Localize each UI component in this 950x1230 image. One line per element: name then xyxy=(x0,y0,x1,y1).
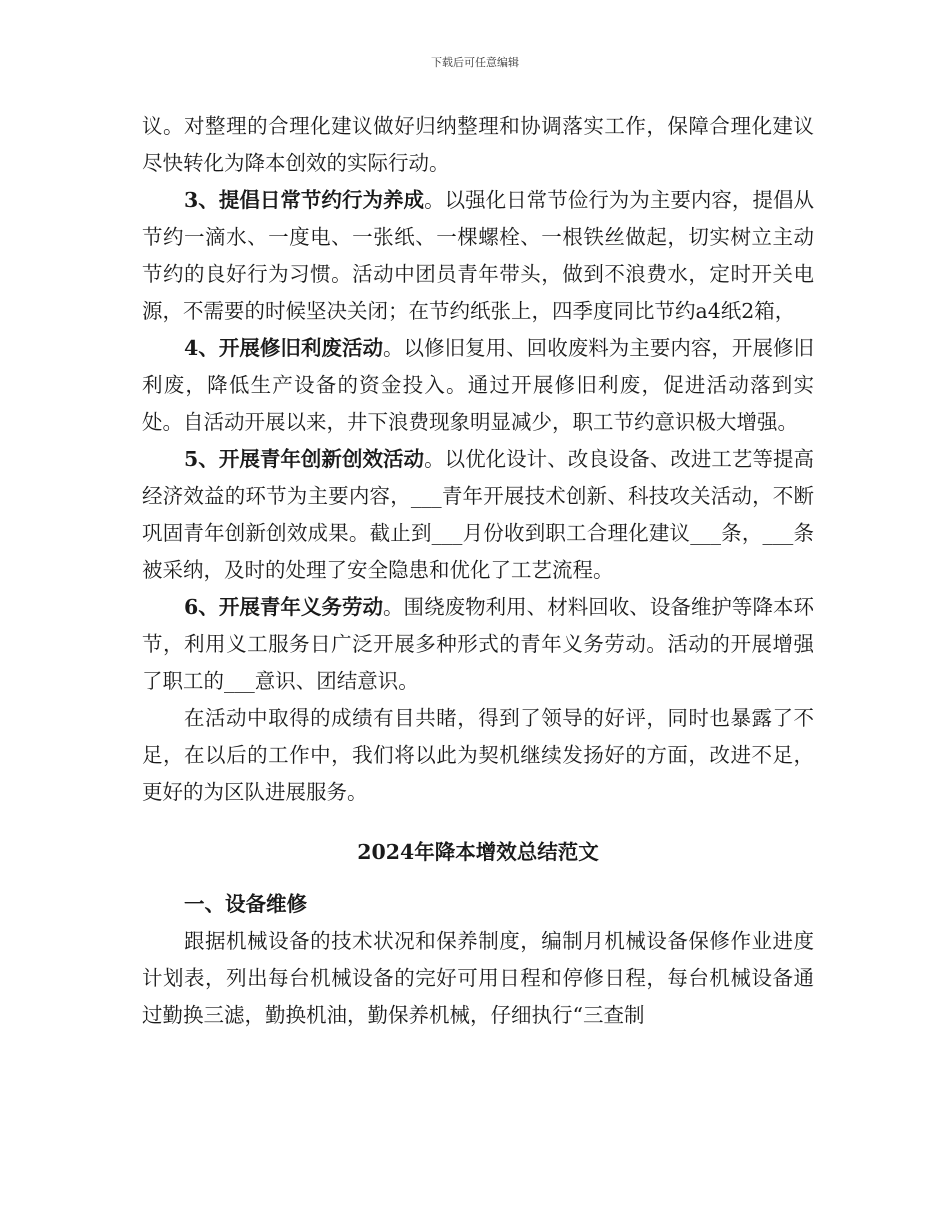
paragraph-3-lead: 4、开展修旧利废活动 xyxy=(184,336,384,360)
paragraph-2-body: 。以强化日常节俭行为为主要内容，提倡从节约一滴水、一度电、一张纸、一棵螺栓、一根铁丝做起，切实树立主动节约的良好行为习惯。活动中团员青年带头，做到不浪费水，定时开关电源，不需要的时候坚决关闭；在节约纸张上，四季度同比节约a4纸2箱， xyxy=(142,188,815,323)
section-title: 2024年降本增效总结范文 xyxy=(357,840,599,864)
page-header: 下载后可任意编辑 xyxy=(431,56,519,69)
paragraph-4-body: 。以优化设计、改良设备、改进工艺等提高经济效益的环节为主要内容，___青年开展技术创新、科技攻关活动，不断巩固青年创新创效成果。截止到___月份收到职工合理化建议___条，___条被采纳，及时的处理了安全隐患和优化了工艺流程。 xyxy=(142,447,815,582)
paragraph-2 xyxy=(142,182,814,330)
paragraph-3 xyxy=(142,330,814,441)
paragraph-3-body: 。以修旧复用、回收废料为主要内容，开展修旧利废，降低生产设备的资金投入。通过开展修旧利废，促进活动落到实处。自活动开展以来，井下浪费现象明显减少，职工节约意识极大增强。 xyxy=(142,336,815,434)
paragraph-4-lead: 5、开展青年创新创效活动 xyxy=(184,447,425,471)
paragraph-5-body: 。围绕废物利用、材料回收、设备维护等降本环节，利用义工服务日广泛开展多种形式的青年义务劳动。活动的开展增强了职工的___意识、团结意识。 xyxy=(142,595,815,693)
paragraph-5 xyxy=(142,589,814,700)
paragraph-1: 议。对整理的合理化建议做好归纳整理和协调落实工作，保障合理化建议尽快转化为降本创效的实际行动。 xyxy=(142,114,814,175)
paragraph-5-lead: 6、开展青年义务劳动 xyxy=(184,595,384,619)
section-heading: 一、设备维修 xyxy=(184,892,307,916)
document-body xyxy=(142,108,814,1034)
paragraph-2-lead: 3、提倡日常节约行为养成 xyxy=(184,188,425,212)
paragraph-4 xyxy=(142,441,814,589)
paragraph-6: 在活动中取得的成绩有目共睹，得到了领导的好评，同时也暴露了不足，在以后的工作中，我们将以此为契机继续发扬好的方面，改进不足，更好的为区队进展服务。 xyxy=(142,706,814,804)
section-paragraph: 跟据机械设备的技术状况和保养制度，编制月机械设备保修作业进度计划表，列出每台机械设备的完好可用日程和停修日程，每台机械设备通过勤换三滤，勤换机油，勤保养机械，仔细执行“三查制 xyxy=(142,929,814,1027)
